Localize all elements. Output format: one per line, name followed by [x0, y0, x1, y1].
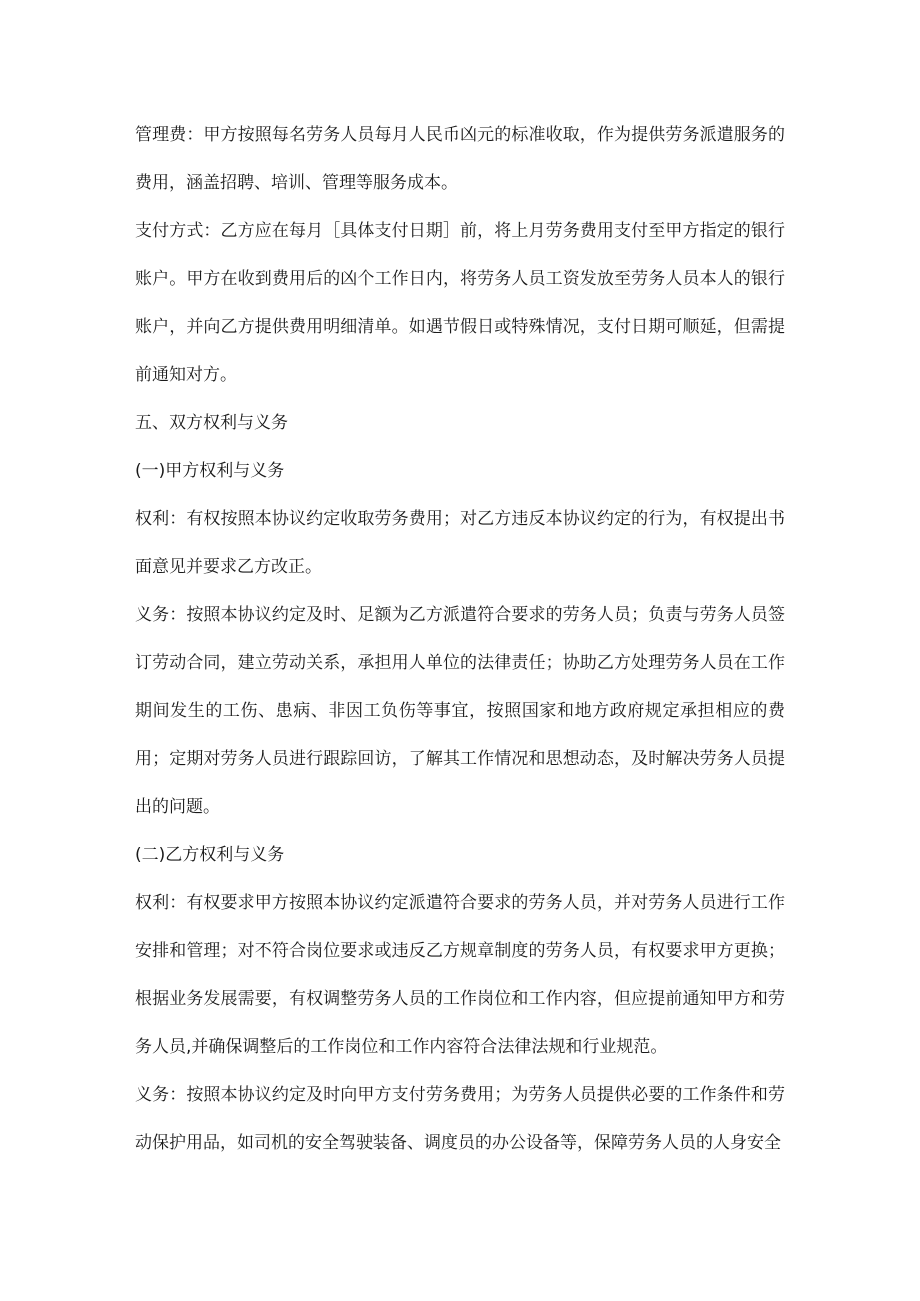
subsection-heading-party-a: (一)甲方权利与义务: [135, 461, 285, 481]
paragraph-payment-method: 支付方式：乙方应在每月［具体支付日期］前，将上月劳务费用支付至甲方指定的银行账户。甲方在收到费用后的凶个工作日内，将劳务人员工资发放至劳务人员本人的银行账户，并向乙方提供费用明细清单。如遇节假日或特殊情况，支付日期可顺延，但需提前通知对方。: [135, 221, 785, 385]
paragraph-management-fee: 管理费：甲方按照每名劳务人员每月人民币凶元的标准收取，作为提供劳务派遣服务的费用，涵盖招聘、培训、管理等服务成本。: [135, 125, 785, 193]
paragraph-party-b-obligations: 义务：按照本协议约定及时向甲方支付劳务费用；为劳务人员提供必要的工作条件和劳动保护用品，如司机的安全驾驶装备、调度员的办公设备等，保障劳务人员的人身安全: [135, 1085, 785, 1153]
paragraph-party-a-obligations: 义务：按照本协议约定及时、足额为乙方派遣符合要求的劳务人员；负责与劳务人员签订劳动合同，建立劳动关系，承担用人单位的法律责任；协助乙方处理劳务人员在工作期间发生的工伤、患病、非因工负伤等事宜，按照国家和地方政府规定承担相应的费用；定期对劳务人员进行跟踪回访，了解其工作情况和思想动态，及时解决劳务人员提出的问题。: [135, 605, 785, 817]
paragraph-party-a-rights: 权利：有权按照本协议约定收取劳务费用；对乙方违反本协议约定的行为，有权提出书面意见并要求乙方改正。: [135, 509, 785, 577]
paragraph-party-b-rights: 权利：有权要求甲方按照本协议约定派遣符合要求的劳务人员，并对劳务人员进行工作安排和管理；对不符合岗位要求或违反乙方规章制度的劳务人员，有权要求甲方更换；根据业务发展需要，有权调整劳务人员的工作岗位和工作内容，但应提前通知甲方和劳务人员,并确保调整后的工作岗位和工作内容符合法律法规和行业规范。: [135, 893, 785, 1057]
subsection-heading-party-b: (二)乙方权利与义务: [135, 845, 285, 865]
section-heading-rights-obligations: 五、双方权利与义务: [135, 413, 288, 433]
document-body: [135, 111, 785, 1167]
